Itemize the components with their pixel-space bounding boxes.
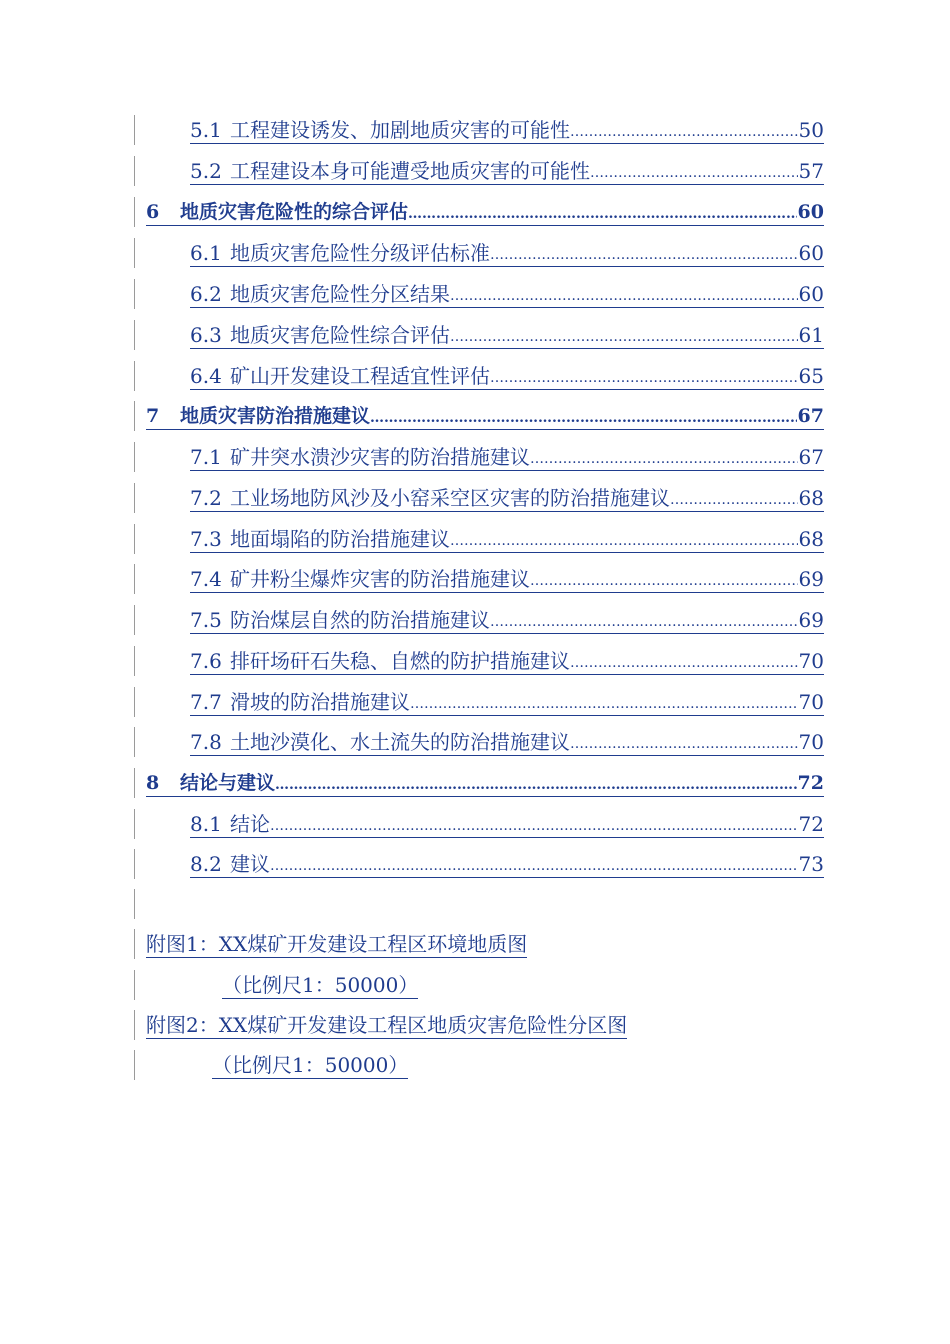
toc-page-number: 65: [798, 364, 824, 388]
toc-title: 排矸场矸石失稳、自燃的防护措施建议: [230, 649, 570, 673]
margin-bar: [134, 809, 135, 839]
toc-title: 防治煤层自然的防治措施建议: [230, 608, 490, 632]
toc-leader-dots: [670, 489, 798, 511]
toc-page-number: 70: [798, 690, 824, 714]
toc-title: 工业场地防风沙及小窑采空区灾害的防治措施建议: [230, 486, 670, 510]
toc-leader-dots: [590, 162, 798, 184]
toc-leader-dots: [270, 855, 798, 877]
toc-row: [0, 440, 950, 480]
toc-row: [0, 113, 950, 153]
margin-bar: [134, 320, 135, 350]
toc-leader-dots: [410, 693, 798, 715]
toc-page-number: 60: [798, 282, 824, 306]
toc-page-number: 68: [798, 486, 824, 510]
margin-bar: [134, 197, 135, 227]
blank-row: [0, 887, 950, 927]
toc-link[interactable]: [190, 522, 824, 553]
appendix-figure-2-link[interactable]: 附图2：XX煤矿开发建设工程区地质灾害危险性分区图: [146, 1008, 627, 1039]
margin-bar: [134, 1010, 135, 1040]
toc-link[interactable]: [190, 113, 824, 144]
toc-number: 7.5: [190, 608, 222, 632]
toc-title: 矿井粉尘爆炸灾害的防治措施建议: [230, 567, 530, 591]
toc-number: 7.4: [190, 567, 222, 591]
toc-link[interactable]: [190, 847, 824, 878]
toc-title: 结论: [230, 812, 270, 836]
margin-bar: [134, 156, 135, 186]
toc-link[interactable]: [190, 807, 824, 838]
appendix-row: [0, 927, 950, 967]
toc-row: [0, 359, 950, 399]
toc-page-number: 60: [798, 241, 824, 265]
toc-link[interactable]: [146, 766, 824, 797]
toc-page-number: 68: [798, 527, 824, 551]
toc-title: 滑坡的防治措施建议: [230, 690, 410, 714]
margin-bar: [134, 401, 135, 431]
toc-leader-dots: [450, 530, 798, 552]
toc-title: 矿山开发建设工程适宜性评估: [230, 364, 490, 388]
margin-bar: [134, 849, 135, 879]
toc-number: 6.1: [190, 241, 222, 265]
toc-row: [0, 236, 950, 276]
toc-title: 地质灾害危险性分级评估标准: [230, 241, 490, 265]
toc-leader-dots: [570, 121, 798, 143]
toc-page-number: 70: [798, 730, 824, 754]
toc-row: [0, 725, 950, 765]
toc-link[interactable]: [190, 154, 824, 185]
toc-title: 结论与建议: [180, 772, 276, 794]
toc-number: 8.2: [190, 852, 222, 876]
toc-title: 工程建设诱发、加剧地质灾害的可能性: [230, 118, 570, 142]
toc-leader-dots: [530, 570, 798, 592]
appendix-row: [0, 968, 950, 1008]
toc-link[interactable]: [190, 277, 824, 308]
margin-bar: [134, 442, 135, 472]
toc-leader-dots: [490, 367, 798, 389]
toc-row: [0, 685, 950, 725]
toc-number: 8.1: [190, 812, 222, 836]
toc-link[interactable]: [146, 195, 824, 226]
toc-number: 7: [146, 405, 160, 427]
toc-page-number: 69: [798, 608, 824, 632]
toc-page-number: 73: [798, 852, 824, 876]
toc-number: 5.2: [190, 159, 222, 183]
toc-title: 土地沙漠化、水土流失的防治措施建议: [230, 730, 570, 754]
margin-bar: [134, 646, 135, 676]
margin-bar: [134, 727, 135, 757]
appendix-figure-1-scale[interactable]: （比例尺1：50000）: [222, 968, 418, 999]
toc-row: [0, 603, 950, 643]
toc-link[interactable]: [190, 685, 824, 716]
margin-bar: [134, 564, 135, 594]
toc-number: 7.8: [190, 730, 222, 754]
toc-number: 6.2: [190, 282, 222, 306]
appendix-row: [0, 1008, 950, 1048]
toc-title: 地质灾害危险性分区结果: [230, 282, 450, 306]
toc-title: 地质灾害防治措施建议: [180, 405, 371, 427]
margin-bar: [134, 687, 135, 717]
appendix-figure-2-scale[interactable]: （比例尺1：50000）: [212, 1048, 408, 1079]
toc-number: 7.6: [190, 649, 222, 673]
toc-title: 矿井突水溃沙灾害的防治措施建议: [230, 445, 530, 469]
toc-link[interactable]: [190, 603, 824, 634]
toc-leader-dots: [370, 407, 797, 429]
margin-bar: [134, 238, 135, 268]
toc-page-number: 61: [798, 323, 824, 347]
toc-title: 地面塌陷的防治措施建议: [230, 527, 450, 551]
margin-bar: [134, 483, 135, 513]
margin-bar: [134, 605, 135, 635]
toc-number: 7.2: [190, 486, 222, 510]
appendix-row: [0, 1048, 950, 1088]
toc-number: 5.1: [190, 118, 222, 142]
toc-row: [0, 847, 950, 887]
toc-leader-dots: [570, 652, 798, 674]
margin-bar: [134, 115, 135, 145]
toc-leader-dots: [490, 611, 798, 633]
toc-link[interactable]: [190, 318, 824, 349]
margin-bar: [134, 768, 135, 798]
toc-link[interactable]: [190, 644, 824, 675]
toc-leader-dots: [408, 203, 797, 225]
toc-link[interactable]: [190, 562, 824, 593]
toc-title: 地质灾害危险性综合评估: [230, 323, 450, 347]
toc-number: 7.1: [190, 445, 222, 469]
margin-bar: [134, 929, 135, 959]
toc-row: [0, 154, 950, 194]
toc-row: [0, 644, 950, 684]
toc-number: 8: [146, 772, 160, 794]
toc-row: [0, 766, 950, 806]
toc-page-number: 67: [797, 405, 824, 427]
toc-row: [0, 399, 950, 439]
toc-link[interactable]: [190, 440, 824, 471]
toc-row: [0, 807, 950, 847]
toc-row: [0, 318, 950, 358]
toc-title: 工程建设本身可能遭受地质灾害的可能性: [230, 159, 590, 183]
margin-bar: [134, 361, 135, 391]
appendix-figure-1-link[interactable]: 附图1：XX煤矿开发建设工程区环境地质图: [146, 927, 527, 958]
toc-leader-dots: [530, 448, 798, 470]
toc-page-number: 67: [798, 445, 824, 469]
margin-bar: [134, 1050, 135, 1080]
toc-title: 地质灾害危险性的综合评估: [180, 201, 409, 223]
toc-leader-dots: [570, 733, 798, 755]
margin-bar: [134, 524, 135, 554]
toc-title: 建议: [230, 852, 270, 876]
toc-link[interactable]: [190, 725, 824, 756]
toc-row: [0, 481, 950, 521]
toc-leader-dots: [275, 774, 797, 796]
toc-page-number: 70: [798, 649, 824, 673]
toc-link[interactable]: [190, 481, 824, 512]
toc-link[interactable]: [190, 236, 824, 267]
toc-link[interactable]: [146, 399, 824, 430]
toc-page-number: 57: [798, 159, 824, 183]
toc-number: 6.4: [190, 364, 222, 388]
toc-page-number: 69: [798, 567, 824, 591]
toc-leader-dots: [450, 326, 798, 348]
margin-bar: [134, 970, 135, 1000]
toc-page-number: 72: [798, 812, 824, 836]
toc-leader-dots: [490, 244, 798, 266]
toc-page-number: 50: [798, 118, 824, 142]
toc-page-number: 60: [797, 201, 824, 223]
toc-number: 6: [146, 201, 160, 223]
toc-page-number: 72: [797, 772, 824, 794]
toc-row: [0, 277, 950, 317]
toc-leader-dots: [270, 815, 798, 837]
toc-leader-dots: [450, 285, 798, 307]
toc-row: [0, 195, 950, 235]
margin-bar: [134, 889, 135, 919]
margin-bar: [134, 279, 135, 309]
toc-number: 6.3: [190, 323, 222, 347]
toc-number: 7.7: [190, 690, 222, 714]
toc-link[interactable]: [190, 359, 824, 390]
toc-number: 7.3: [190, 527, 222, 551]
toc-row: [0, 562, 950, 602]
toc-row: [0, 522, 950, 562]
